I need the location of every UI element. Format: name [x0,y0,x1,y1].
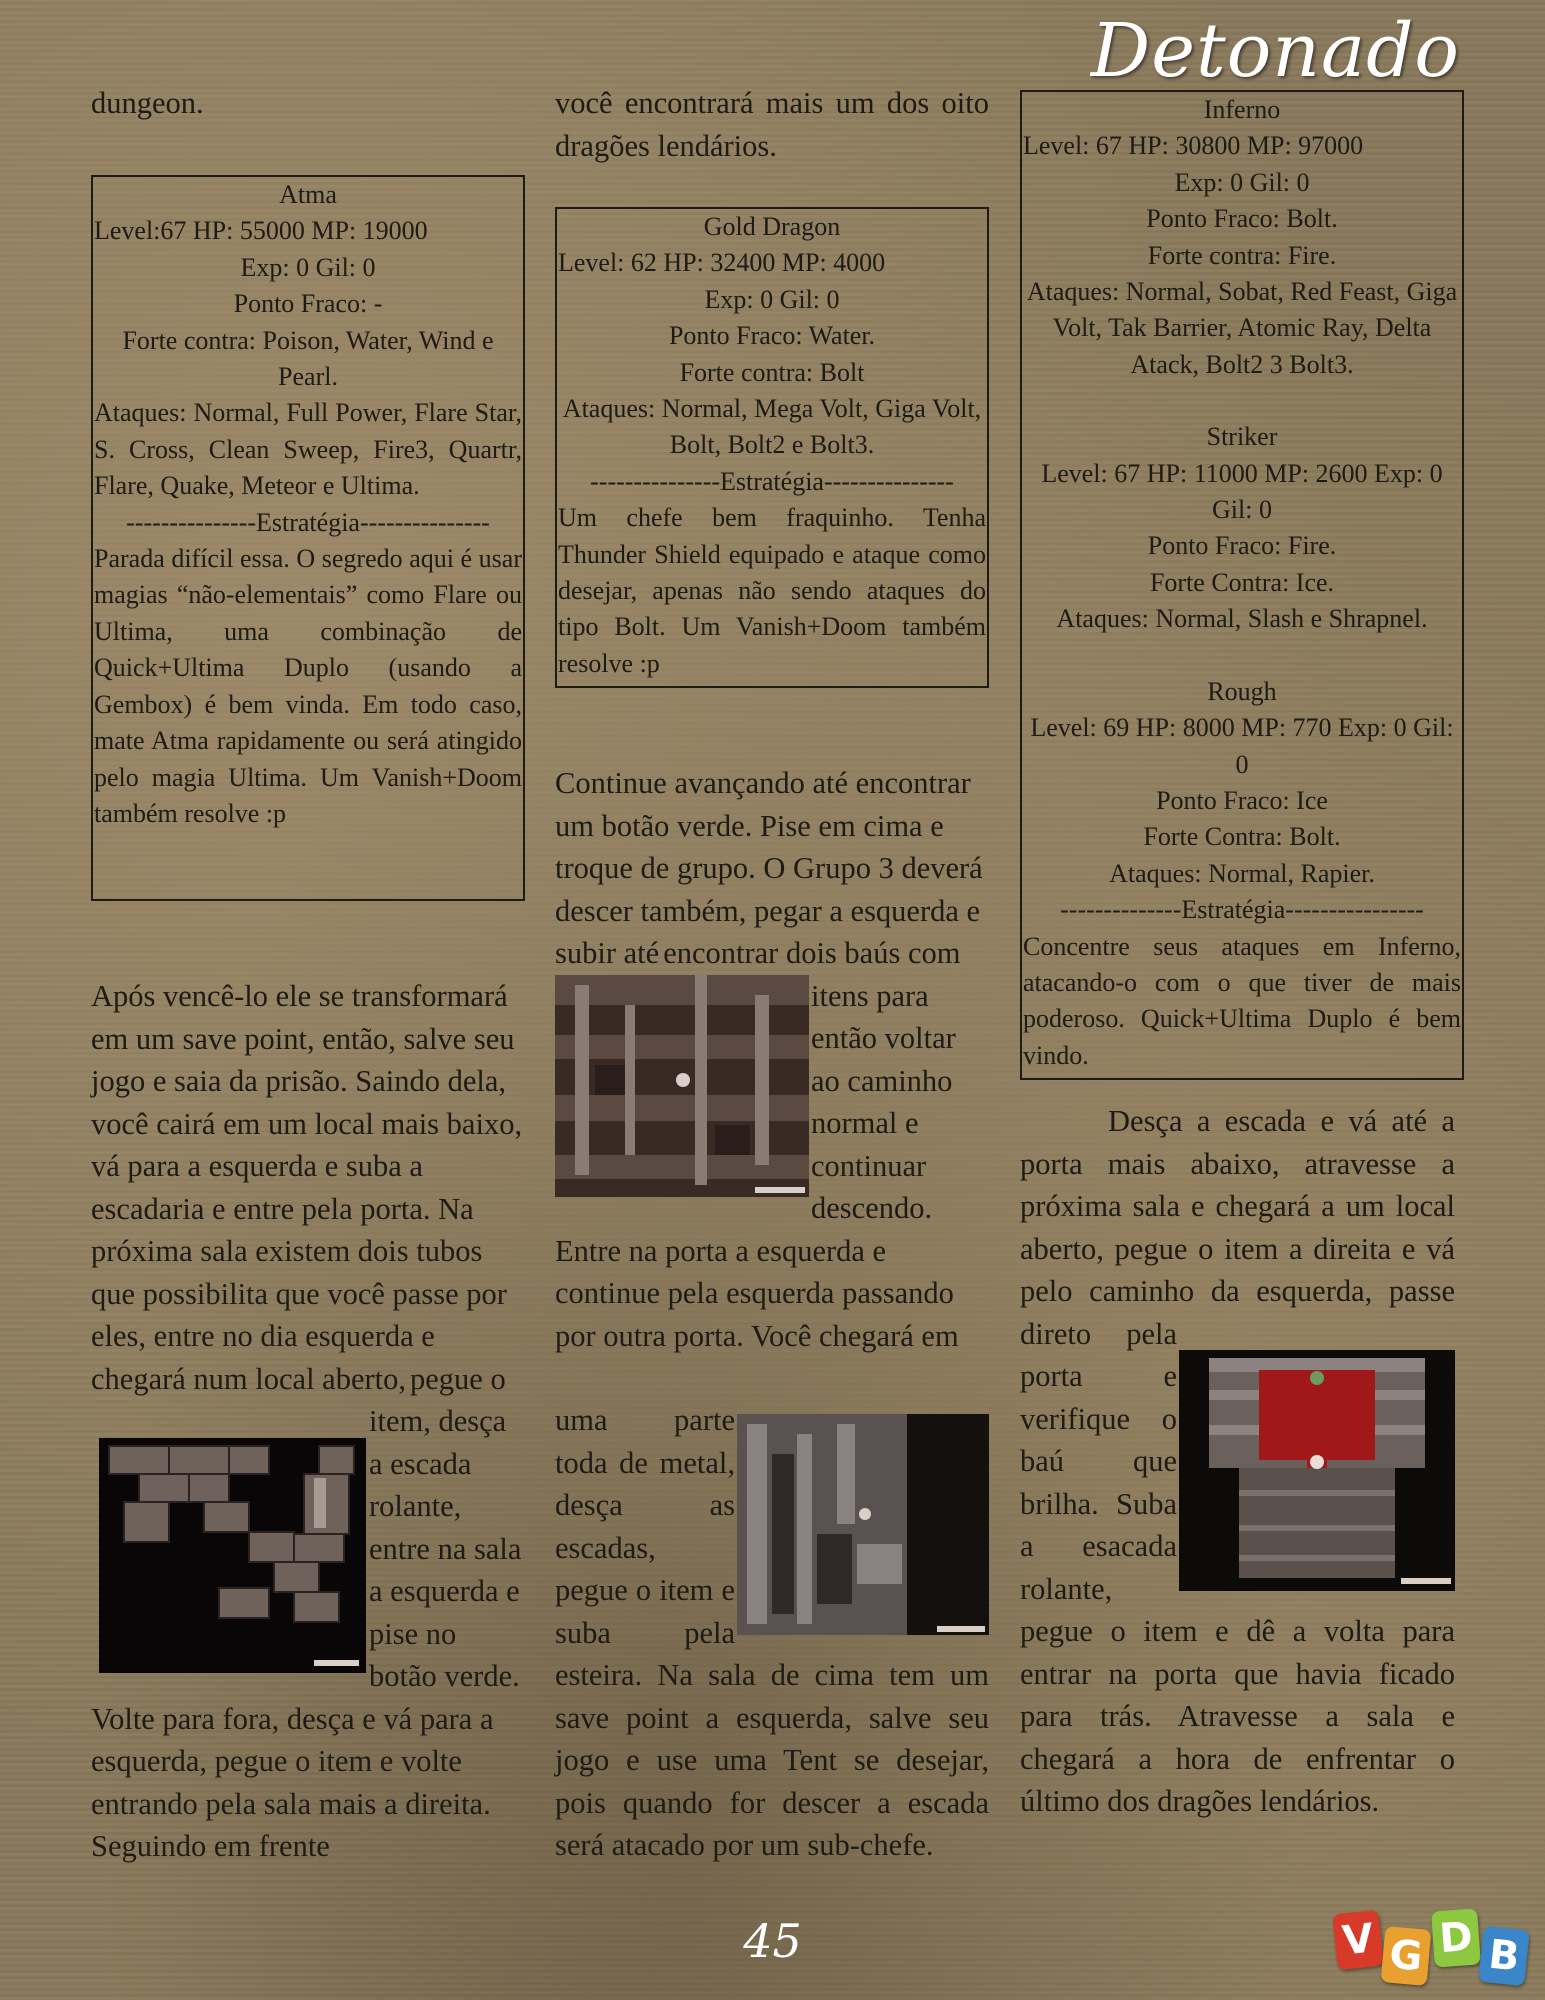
column-1-intro-text: dungeon. [91,86,204,120]
column-2-text-b: encontrar dois baús com itens para então voltar ao caminho normal e continuar descendo. Entre na porta a esquerda e continue pela esquerda passando por outra porta. Você chegará em [555,936,961,1353]
boss-attacks: Ataques: Normal, Rapier. [1109,858,1375,888]
boss-strategy: Parada difícil essa. O segredo aqui é usar magias “não-elementais” como Flare ou Ultima, uma combinação de Quick+Ultima Duplo (usando a Gembox) é bem vinda. Em todo caso, mate Atma rapidamente ou será atingido pelo magia Ultima. Um Vanish+Doom também resolve :p [94,544,522,828]
boss-resistance: Forte Contra: Ice. [1149,567,1335,597]
logo-letter-g: G [1381,1926,1432,1986]
column-2-intro [555,82,989,167]
boss-weakness: Ponto Fraco: Water. [668,321,876,351]
boss-stats: Level: 69 HP: 8000 MP: 770 Exp: 0 Gil: 0 [1030,713,1454,779]
boss-box-atma [91,175,525,901]
boss-resistance: Forte contra: Bolt [679,357,865,387]
column-3-text-a: Desça a escada e vá até a porta mais abaixo, atravesse a próxima sala e chegará a um local aberto, pegue o item a direita e vá pelo caminho da esquerda, passe direto pela porta e verifique o baú que brilha. Suba a esacada rolante, pegue o item e dê a volta para entrar na porta que havia ficado para trás. Atravesse a sala e chegará a hora de enfrentar o último dos dragões lendários. [1020,1104,1455,1818]
boss-box-inferno-group [1020,90,1464,1080]
column-2-text-c: uma parte toda de metal, desça as escadas, pegue o item e suba pela esteira. Na sala de cima tem um save point a esquerda, salve seu jogo e use uma Tent se desejar, pois quando for descer a escada será atacado por um sub-chefe. [555,1403,989,1862]
column-2-body-2 [555,1399,989,1867]
column-2-body [555,762,989,1357]
game-screenshot-stairs [99,1438,366,1673]
boss-weakness: Ponto Fraco: - [233,289,383,319]
game-screenshot-metal-room [737,1414,989,1635]
logo-letter-b: B [1478,1926,1530,1987]
boss-name: Atma [279,180,337,209]
boss-weakness: Ponto Fraco: Fire. [1147,531,1337,561]
strategy-header: ---------------Estratégia--------------- [590,466,954,496]
boss-attacks: Ataques: Normal, Mega Volt, Giga Volt, Bolt, Bolt2 e Bolt3. [562,394,982,460]
column-2-text-a: Continue avançando até encontrar um botão verde. Pise em cima e troque de grupo. O Grupo 3 deverá descer também, pegar a esquerda e subir até [555,766,983,970]
boss-weakness: Ponto Fraco: Ice [1156,785,1328,815]
boss-attacks: Ataques: Normal, Full Power, Flare Star, S. Cross, Clean Sweep, Fire3, Quartr, Flare, Quake, Meteor e Ultima. [94,398,522,501]
boss-strategy: Um chefe bem fraquinho. Tenha Thunder Shield equipado e ataque como desejar, apenas não sendo ataques do tipo Bolt. Um Vanish+Doom também resolve :p [558,503,986,678]
boss-name: Gold Dragon [703,212,841,241]
logo-letter-d: D [1431,1908,1481,1967]
strategy-header: ---------------Estratégia--------------- [126,507,490,537]
vgdb-logo [1335,1910,1535,1990]
boss-stats: Level: 67 HP: 11000 MP: 2600 Exp: 0 Gil: 0 [1041,458,1443,525]
page-title: Detonado [1090,8,1460,94]
column-1-intro [91,82,524,125]
boss-resistance: Forte Contra: Bolt. [1143,822,1341,852]
column-3-body [1020,1100,1455,1823]
boss-weakness: Ponto Fraco: Bolt. [1146,204,1338,234]
column-1-text-b: pegue o item, desça a escada rolante, entre na sala a esquerda e pise no botão verde. Volte para fora, desça e vá para a esquerda, pegue o item e volte entrando pela sala mais a direita. Seguindo em frente [91,1361,522,1863]
column-2-intro-text: você encontrará mais um dos oito dragões lendários. [555,86,989,163]
boss-exp: Exp: 0 Gil: 0 [240,252,376,282]
boss-attacks: Ataques: Normal, Sobat, Red Feast, Giga Volt, Tak Barrier, Atomic Ray, Delta Atack, Bolt2 3 Bolt3. [1026,277,1458,379]
column-1-body [91,975,524,1868]
page-number: 45 [743,1914,802,1968]
game-screenshot-throne-room [1179,1350,1455,1591]
boss-stats: Level:67 HP: 55000 MP: 19000 [94,216,428,246]
column-1-text-a: Após vencê-lo ele se transformará em um save point, então, salve seu jogo e saia da prisão. Saindo dela, você cairá em um local mais baixo, vá para a esquerda e suba a escadaria e entre pela porta. Na próxima sala existem dois tubos que possibilita que você passe por eles, entre no dia esquerda e chegará num local aberto, [91,979,523,1396]
boss-exp: Exp: 0 Gil: 0 [704,284,840,314]
boss-name: Striker [1206,422,1278,452]
boss-stats: Level: 67 HP: 30800 MP: 97000 [1023,131,1364,161]
boss-attacks: Ataques: Normal, Slash e Shrapnel. [1056,604,1428,634]
boss-strategy: Concentre seus ataques em Inferno, atacando-o com o que tiver de mais poderoso. Quick+Ultima Duplo é bem vindo. [1023,931,1461,1070]
boss-resistance: Forte contra: Fire. [1147,240,1337,270]
strategy-header: --------------Estratégia---------------- [1060,895,1424,925]
game-screenshot-machinery [555,975,809,1197]
boss-exp: Exp: 0 Gil: 0 [1174,167,1310,197]
boss-resistance: Forte contra: Poison, Water, Wind e Pearl. [122,325,494,392]
boss-name: Rough [1207,676,1277,706]
boss-stats: Level: 62 HP: 32400 MP: 4000 [558,248,886,278]
boss-box-gold-dragon [555,207,989,688]
logo-letter-v: V [1332,1910,1384,1971]
boss-name: Inferno [1203,95,1281,124]
